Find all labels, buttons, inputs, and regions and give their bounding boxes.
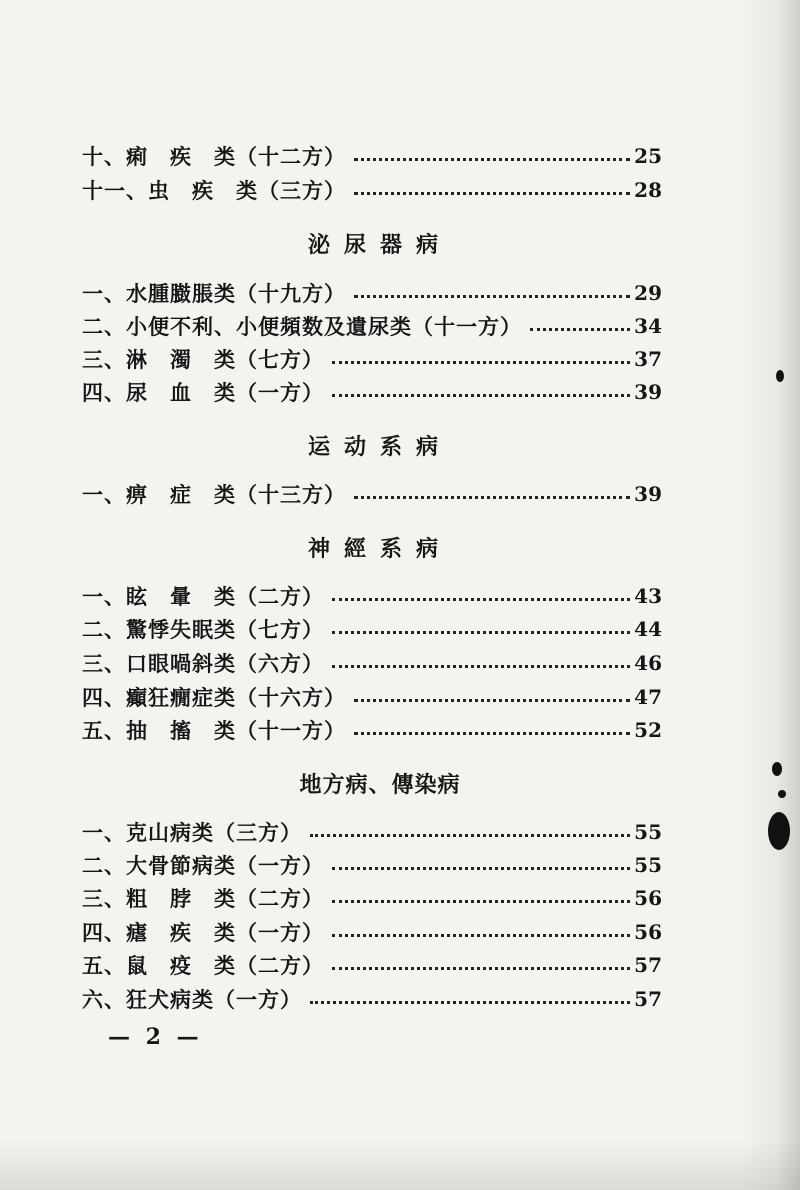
toc-entry-page: 46 <box>634 651 662 675</box>
toc-entry-title: 二、驚悸失眠类（七方） <box>82 617 324 642</box>
page-number: — 2 — <box>108 1024 203 1050</box>
toc-entry-title: 五、抽 搐 类（十一方） <box>82 718 346 743</box>
toc-entry-title: 二、大骨節病类（一方） <box>82 853 324 878</box>
toc-entry-title: 十一、虫 疾 类（三方） <box>82 178 346 203</box>
toc-entry-title: 十、痢 疾 类（十二方） <box>82 144 346 169</box>
toc-entry <box>82 612 662 646</box>
toc-entry <box>82 173 662 207</box>
toc-entry <box>82 948 662 982</box>
dot-leader <box>332 867 630 870</box>
dot-leader <box>310 1001 630 1004</box>
dot-leader <box>332 900 630 903</box>
toc-entry-page: 57 <box>634 953 662 977</box>
toc-entry-page: 39 <box>634 482 662 506</box>
dot-leader <box>332 598 630 601</box>
toc-entry-title: 五、鼠 疫 类（二方） <box>82 953 324 978</box>
dot-leader <box>332 361 630 364</box>
scan-edge-shadow <box>740 0 800 1190</box>
dot-leader <box>310 834 630 837</box>
toc-entry-page: 43 <box>634 584 662 608</box>
toc-entry-page: 39 <box>634 380 662 404</box>
toc-entry <box>82 579 662 613</box>
toc-entry <box>82 680 662 714</box>
toc-entry-page: 25 <box>634 144 662 168</box>
ink-blot <box>776 370 784 382</box>
dot-leader <box>332 934 630 937</box>
toc-entry-page: 55 <box>634 853 662 877</box>
toc-entry-page: 37 <box>634 347 662 371</box>
toc-entry <box>82 276 662 310</box>
toc-entry-title: 一、眩 暈 类（二方） <box>82 584 324 609</box>
toc-entry <box>82 915 662 949</box>
toc-entry-page: 56 <box>634 920 662 944</box>
toc-entry-title: 三、口眼喎斜类（六方） <box>82 651 324 676</box>
section-heading-endemic: 地方病、傳染病 <box>299 772 461 798</box>
toc-entry-title: 一、克山病类（三方） <box>82 820 302 845</box>
scan-bottom-shadow <box>0 1140 800 1190</box>
toc-entry-page: 47 <box>634 685 662 709</box>
ink-blot <box>778 790 786 798</box>
toc-entry <box>82 881 662 915</box>
dot-leader <box>530 328 630 331</box>
toc-entry <box>82 815 662 849</box>
toc-entry-page: 57 <box>634 987 662 1011</box>
toc-entry-title: 一、痹 症 类（十三方） <box>82 482 346 507</box>
toc-entry <box>82 139 662 173</box>
toc-entry <box>82 477 662 511</box>
dot-leader <box>354 295 630 298</box>
dot-leader <box>332 394 630 397</box>
dot-leader <box>354 192 630 195</box>
dot-leader <box>332 967 630 970</box>
dot-leader <box>354 158 630 161</box>
toc-entry-title: 四、癲狂癇症类（十六方） <box>82 685 346 710</box>
toc-entry-page: 34 <box>634 314 662 338</box>
toc-entry-title: 三、淋 濁 类（七方） <box>82 347 324 372</box>
toc-entry-title: 六、狂犬病类（一方） <box>82 987 302 1012</box>
toc-entry-title: 四、瘧 疾 类（一方） <box>82 920 324 945</box>
toc-entry-title: 三、粗 脖 类（二方） <box>82 886 324 911</box>
section-heading-motor: 运动系病 <box>307 434 452 460</box>
dot-leader <box>354 732 630 735</box>
dot-leader <box>332 631 630 634</box>
section-heading-urinary: 泌尿器病 <box>307 232 452 258</box>
toc-entry-title: 一、水腫臌脹类（十九方） <box>82 281 346 306</box>
toc-entry <box>82 713 662 747</box>
dot-leader <box>354 699 630 702</box>
toc-entry-page: 52 <box>634 718 662 742</box>
toc-entry-title: 二、小便不利、小便頻数及遺尿类（十一方） <box>82 314 522 339</box>
toc-entry <box>82 848 662 882</box>
toc-entry <box>82 342 662 376</box>
toc-entry-page: 55 <box>634 820 662 844</box>
ink-blot <box>772 762 782 776</box>
ink-blot <box>768 812 790 850</box>
toc-entry <box>82 309 662 343</box>
section-heading-nervous: 神經系病 <box>307 536 452 562</box>
toc-entry <box>82 982 662 1016</box>
dot-leader <box>354 496 630 499</box>
toc-entry-page: 29 <box>634 281 662 305</box>
toc-entry-title: 四、尿 血 类（一方） <box>82 380 324 405</box>
toc-entry-page: 56 <box>634 886 662 910</box>
toc-entry <box>82 646 662 680</box>
toc-entry-page: 44 <box>634 617 662 641</box>
toc-entry <box>82 375 662 409</box>
dot-leader <box>332 665 630 668</box>
toc-entry-page: 28 <box>634 178 662 202</box>
